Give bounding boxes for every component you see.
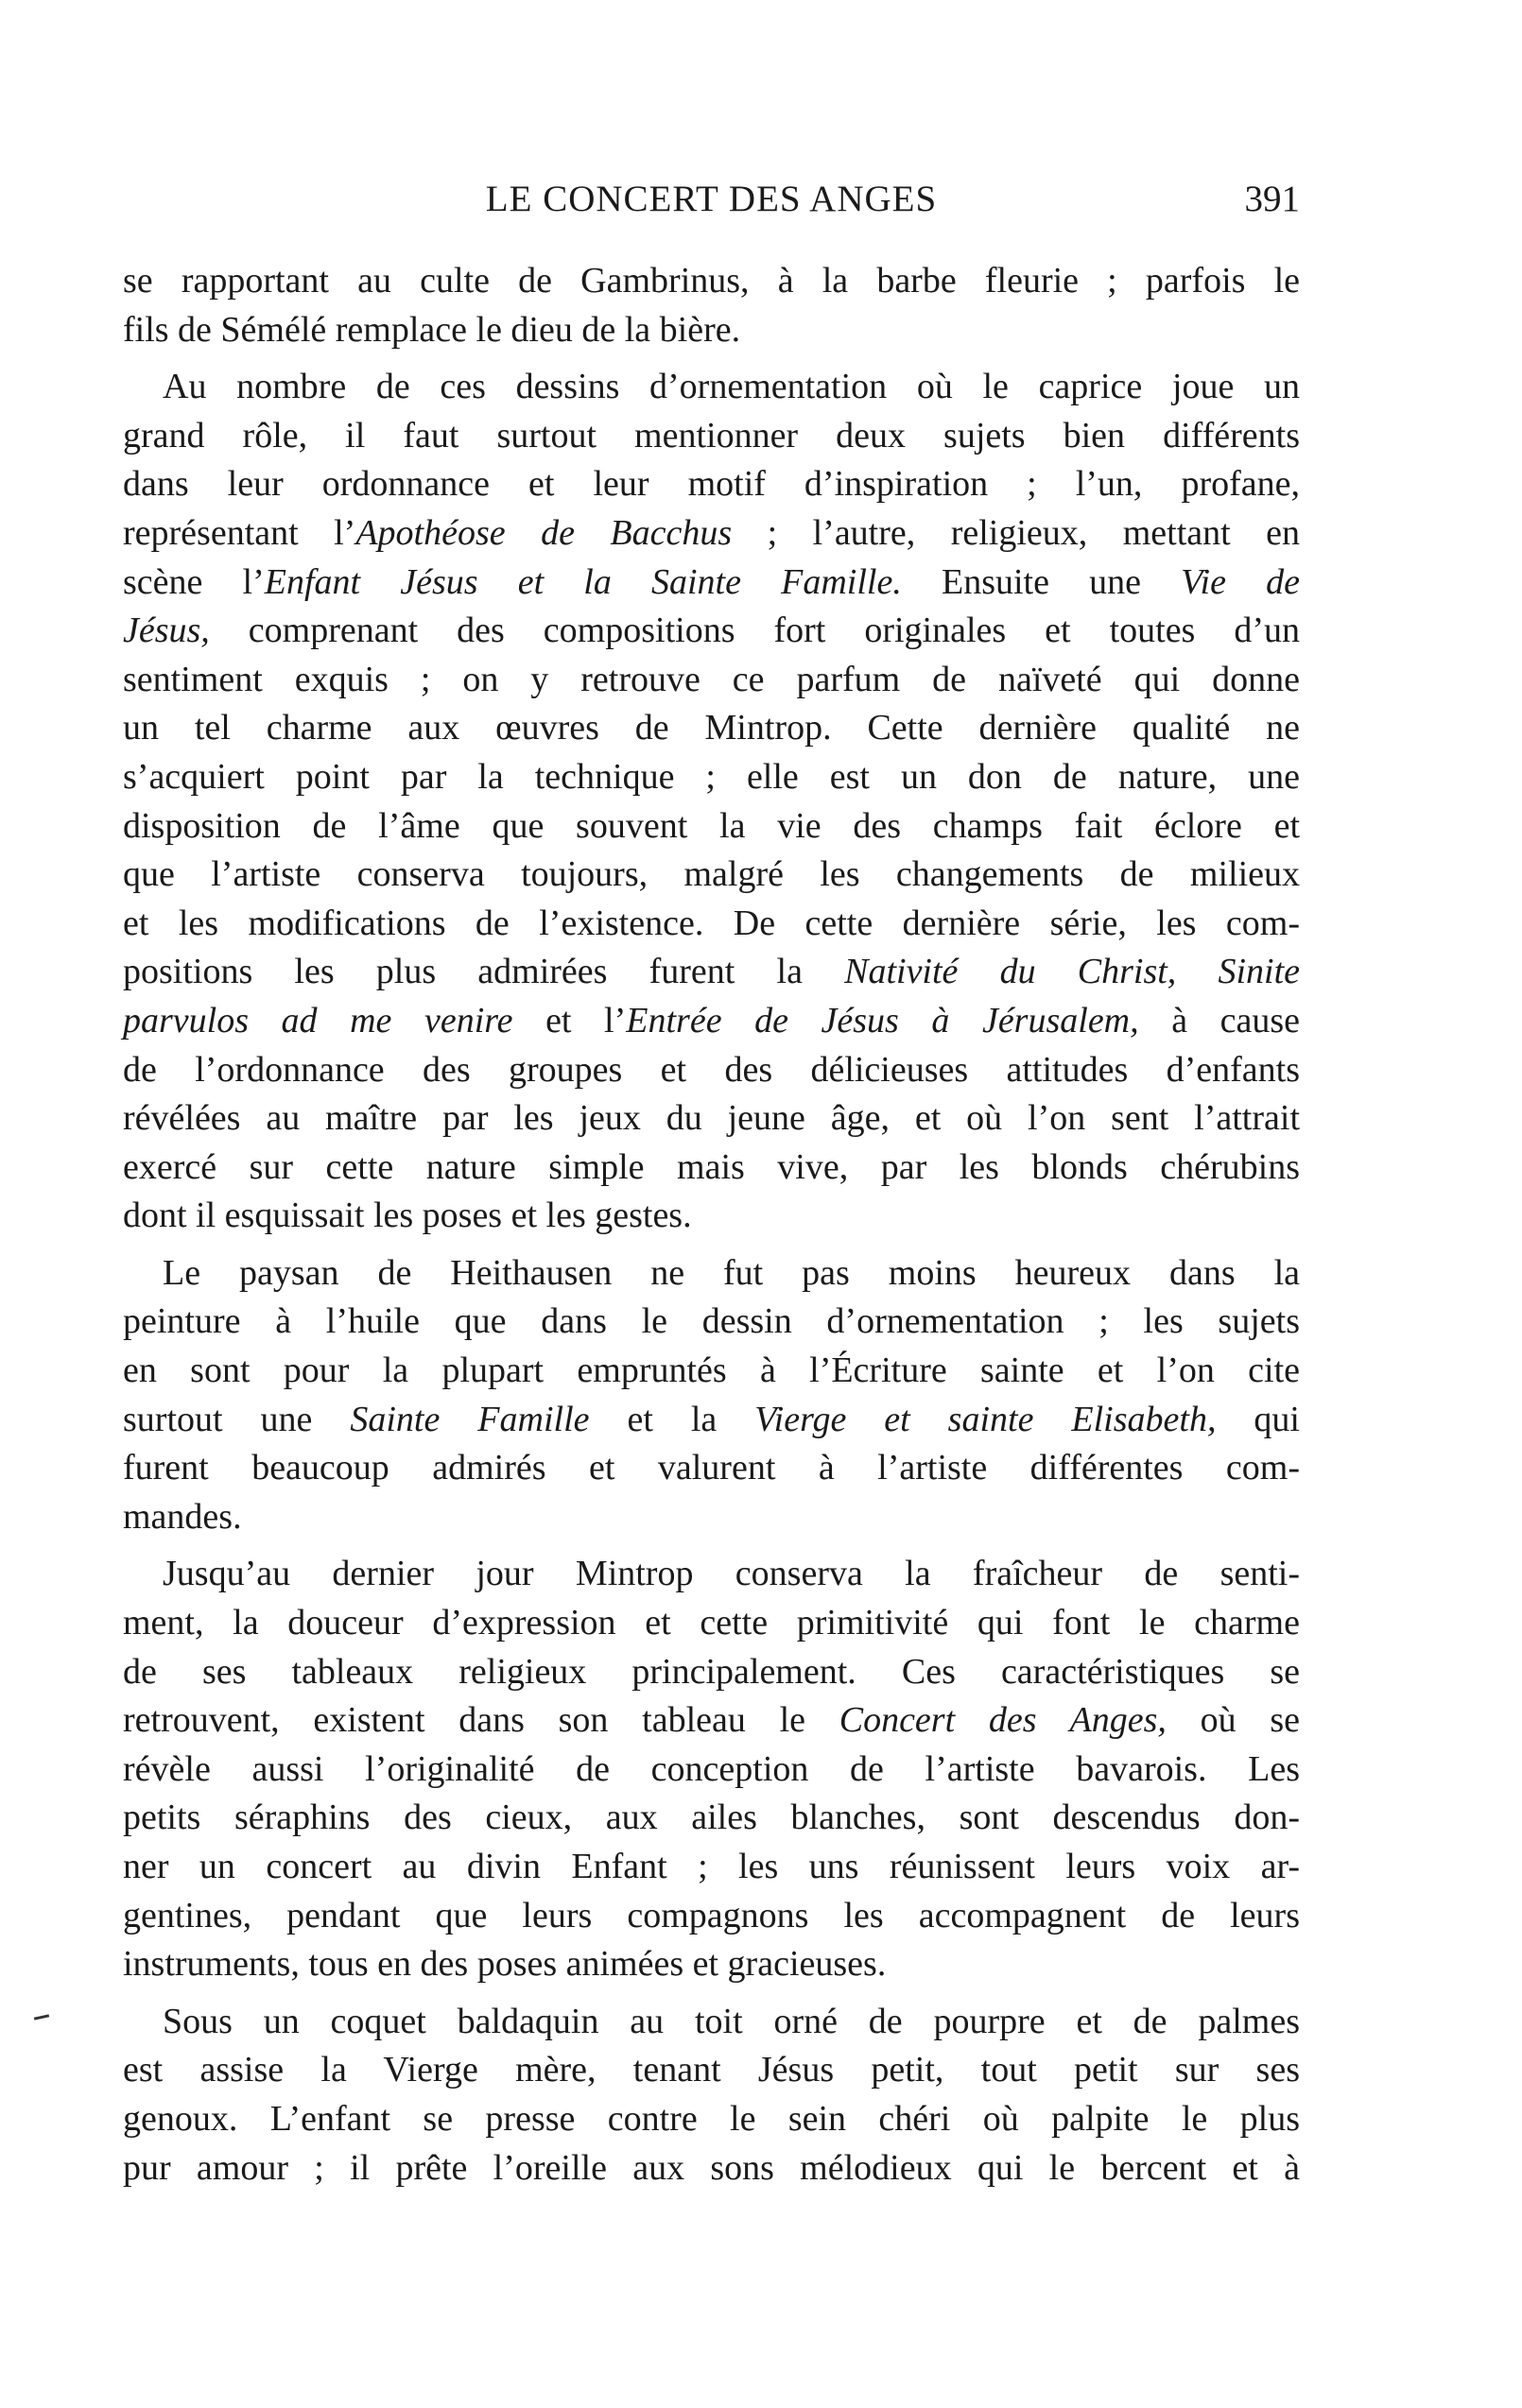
text-run: ner un concert au divin Enfant ; les uns réunissent leurs voix ar-	[123, 1847, 1300, 1886]
text-line	[123, 306, 1300, 355]
text-line	[123, 2095, 1300, 2144]
text-run: Au nombre de ces dessins d’ornementation où le caprice joue un	[163, 367, 1300, 407]
paragraph-gap	[123, 1541, 1300, 1550]
text-run: instruments, tous en des poses animées et gracieuses.	[123, 1944, 887, 1985]
text-run: est assise la Vierge mère, tenant Jésus petit, tout petit sur ses	[123, 2050, 1300, 2090]
text-line	[123, 704, 1300, 753]
text-line	[123, 1046, 1300, 1095]
paragraph	[123, 363, 1300, 1241]
text-line	[123, 851, 1300, 900]
text-run: scène l’	[123, 561, 265, 602]
text-run: genoux. L’enfant se presse contre le sein chéri où palpite le plus	[123, 2098, 1300, 2139]
text-line	[123, 1746, 1300, 1795]
text-run: à cause	[1138, 1000, 1301, 1041]
text-run: Sous un coquet baldaquin au toit orné de pourpre et de palmes	[163, 2001, 1300, 2041]
text-line	[123, 1144, 1300, 1193]
text-line	[123, 1599, 1300, 1648]
text-run: de ses tableaux religieux principalement. Ces caractéristiques se	[123, 1651, 1300, 1692]
text-line	[123, 1249, 1300, 1299]
text-line	[123, 1892, 1300, 1941]
text-run: gentines, pendant que leurs compagnons les accompagnent de leurs	[123, 1895, 1300, 1935]
text-line	[123, 1843, 1300, 1892]
text-line	[123, 1940, 1300, 1989]
italic-title: Sainte Famille	[350, 1399, 590, 1439]
text-run: révélées au maître par les jeux du jeune âge, et où l’on sent l’attrait	[123, 1098, 1300, 1139]
text-run: un tel charme aux œuvres de Mintrop. Cette dernière qualité ne	[123, 708, 1300, 748]
text-run: comprenant des compositions fort originales et toutes d’un	[209, 611, 1300, 651]
body-text	[123, 257, 1300, 2193]
paragraph-gap	[123, 1989, 1300, 1998]
italic-title: Apothéose de Bacchus	[355, 512, 733, 553]
text-run: révèle aussi l’originalité de conception de l’artiste bavarois. Les	[123, 1748, 1300, 1789]
text-run: que l’artiste conserva toujours, malgré les changements de milieux	[123, 854, 1300, 895]
text-run: ; l’autre, religieux, mettant en	[732, 512, 1300, 553]
paragraph	[123, 1550, 1300, 1988]
text-line	[123, 2046, 1300, 2095]
text-run: exercé sur cette nature simple mais vive, par les blonds chérubins	[123, 1146, 1300, 1187]
italic-title: Vierge et sainte Elisabeth,	[754, 1399, 1217, 1439]
text-line	[123, 257, 1300, 306]
text-run: Jusqu’au dernier jour Mintrop conserva la fraîcheur de senti-	[163, 1554, 1300, 1594]
paragraph-gap	[123, 1241, 1300, 1249]
paragraph-gap	[123, 354, 1300, 363]
text-line	[123, 1298, 1300, 1347]
italic-title: Enfant Jésus et la Sainte Famille.	[264, 561, 902, 602]
italic-title: Jésus,	[123, 611, 210, 651]
text-line	[123, 656, 1300, 705]
text-line	[123, 997, 1300, 1046]
text-run: surtout une	[123, 1399, 351, 1439]
text-line	[123, 509, 1300, 559]
text-run: ment, la douceur d’expression et cette primitivité qui font le charme	[123, 1603, 1300, 1643]
italic-title: Nativité du Christ, Sinite	[844, 952, 1300, 992]
text-run: furent beaucoup admirés et valurent à l’artiste différentes com-	[123, 1448, 1300, 1488]
text-run: de l’ordonnance des groupes et des délicieuses attitudes d’enfants	[123, 1049, 1300, 1090]
text-line	[123, 559, 1300, 608]
text-line	[123, 1192, 1300, 1241]
text-line	[123, 1347, 1300, 1396]
paragraph	[123, 1249, 1300, 1542]
text-run: fils de Sémélé remplace le dieu de la bière.	[123, 309, 741, 350]
margin-mark	[34, 2014, 49, 2020]
text-line	[123, 1444, 1300, 1493]
running-title: LE CONCERT DES ANGES	[485, 179, 938, 219]
text-run: mandes.	[123, 1496, 242, 1537]
text-run: disposition de l’âme que souvent la vie des champs fait éclore et	[123, 805, 1300, 846]
text-run: retrouvent, existent dans son tableau le	[123, 1700, 839, 1741]
text-run: et la	[589, 1399, 755, 1439]
text-run: grand rôle, il faut surtout mentionner deux sujets bien différents	[123, 415, 1300, 456]
text-line	[123, 363, 1300, 412]
text-line	[123, 1998, 1300, 2047]
text-line	[123, 948, 1300, 997]
text-run: qui	[1216, 1399, 1300, 1439]
text-run: petits séraphins des cieux, aux ailes blanches, sont descendus don-	[123, 1797, 1300, 1838]
text-run: en sont pour la plupart empruntés à l’Écriture sainte et l’on cite	[123, 1350, 1300, 1391]
text-run: sentiment exquis ; on y retrouve ce parfum de naïveté qui donne	[123, 659, 1300, 699]
text-line	[123, 1794, 1300, 1843]
text-line	[123, 802, 1300, 851]
text-run: Le paysan de Heithausen ne fut pas moins heureux dans la	[163, 1252, 1300, 1293]
paragraph	[123, 257, 1300, 354]
text-run: s’acquiert point par la technique ; elle est un don de nature, une	[123, 756, 1300, 797]
page-number: 391	[1244, 179, 1300, 219]
text-run: peinture à l’huile que dans le dessin d’ornementation ; les sujets	[123, 1301, 1300, 1342]
text-run: et les modifications de l’existence. De cette dernière série, les com-	[123, 903, 1300, 943]
paragraph	[123, 1998, 1300, 2193]
text-line	[123, 1550, 1300, 1599]
text-run: dont il esquissait les poses et les gestes.	[123, 1195, 692, 1236]
text-line	[123, 460, 1300, 509]
italic-title: Entrée de Jésus à Jérusalem,	[626, 1000, 1139, 1041]
text-run: où se	[1166, 1700, 1300, 1741]
text-run: positions les plus admirées furent la	[123, 952, 845, 992]
text-line	[123, 412, 1300, 461]
text-line	[123, 900, 1300, 949]
text-run: et l’	[512, 1000, 627, 1041]
text-line	[123, 607, 1300, 656]
italic-title: Concert des Anges,	[839, 1700, 1167, 1741]
text-line	[123, 1493, 1300, 1542]
text-run: se rapportant au culte de Gambrinus, à la barbe fleurie ; parfois le	[123, 261, 1300, 301]
italic-title: Vie de	[1181, 561, 1300, 602]
text-line	[123, 753, 1300, 802]
text-line	[123, 1396, 1300, 1445]
text-line	[123, 1094, 1300, 1144]
text-line	[123, 2144, 1300, 2193]
text-run: dans leur ordonnance et leur motif d’inspiration ; l’un, profane,	[123, 464, 1300, 505]
text-run: pur amour ; il prête l’oreille aux sons mélodieux qui le bercent et à	[123, 2147, 1300, 2188]
text-line	[123, 1648, 1300, 1697]
text-line	[123, 1696, 1300, 1746]
text-run: Ensuite une	[901, 561, 1182, 602]
text-run: représentant l’	[123, 512, 356, 553]
running-head	[123, 178, 1300, 234]
italic-title: parvulos ad me venire	[123, 1000, 513, 1041]
